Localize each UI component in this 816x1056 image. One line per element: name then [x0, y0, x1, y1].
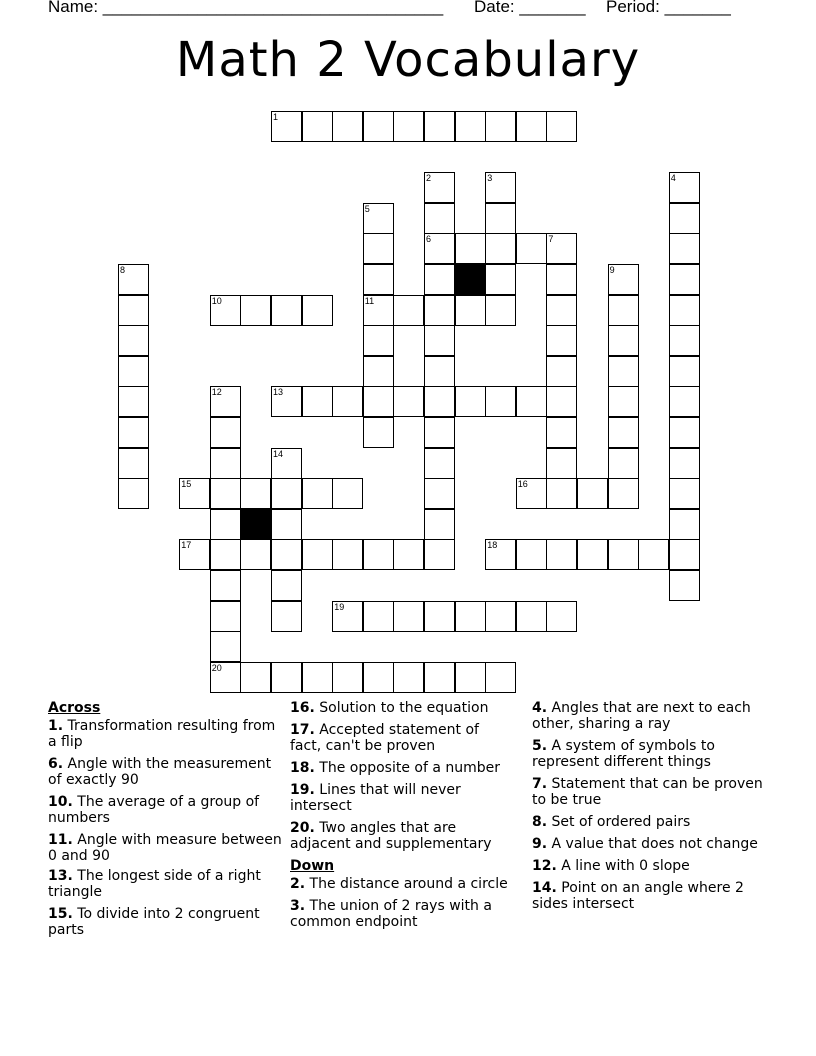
- crossword-cell[interactable]: [271, 448, 302, 479]
- crossword-cell[interactable]: [363, 356, 394, 387]
- clue-number: 4: [670, 173, 676, 184]
- clue-number: 7: [548, 234, 554, 245]
- crossword-cell[interactable]: [485, 539, 516, 570]
- crossword-cell[interactable]: [363, 325, 394, 356]
- clue-number: 12: [211, 387, 222, 398]
- crossword-cell[interactable]: [118, 448, 149, 479]
- crossword-cell[interactable]: [332, 539, 363, 570]
- clue-down-4: 4. Angles that are next to each other, sharing a ray: [532, 700, 751, 732]
- crossword-cell[interactable]: [516, 478, 547, 509]
- crossword-cell[interactable]: [485, 264, 516, 295]
- crossword-cell[interactable]: [455, 386, 486, 417]
- crossword-cell[interactable]: [516, 539, 547, 570]
- clue-number: 9: [609, 265, 615, 275]
- crossword-cell[interactable]: [210, 570, 241, 601]
- clue-number: 19: [334, 601, 345, 612]
- crossword-cell[interactable]: [240, 295, 271, 326]
- crossword-cell[interactable]: [546, 448, 577, 479]
- crossword-cell[interactable]: [577, 478, 608, 509]
- crossword-cell[interactable]: [332, 386, 363, 417]
- crossword-cell[interactable]: [118, 417, 149, 448]
- clue-down-3: 3. The union of 2 rays with a common endpoint: [290, 898, 492, 930]
- crossword-cell[interactable]: [516, 233, 547, 264]
- clue-down-8: 8. Set of ordered pairs: [532, 814, 691, 830]
- crossword-cell[interactable]: [240, 539, 271, 570]
- crossword-cell[interactable]: [332, 601, 363, 632]
- clue-across-17: 17. Accepted statement of fact, can't be proven: [290, 722, 479, 754]
- crossword-cell[interactable]: [424, 509, 455, 540]
- crossword-cell[interactable]: [546, 386, 577, 417]
- crossword-cell[interactable]: [271, 386, 302, 417]
- clue-number: 2: [426, 173, 432, 184]
- crossword-cell[interactable]: [424, 172, 455, 203]
- crossword-cell[interactable]: [608, 417, 639, 448]
- clue-number: 10: [211, 295, 222, 306]
- date-field: Date: _______: [474, 0, 586, 16]
- crossword-cell[interactable]: [608, 356, 639, 387]
- crossword-cell[interactable]: [210, 601, 241, 632]
- crossword-cell[interactable]: [424, 295, 455, 326]
- clue-down-5: 5. A system of symbols to represent different things: [532, 738, 715, 770]
- clue-across-18: 18. The opposite of a number: [290, 760, 501, 776]
- crossword-cell[interactable]: [240, 478, 271, 509]
- crossword-cell[interactable]: [669, 386, 700, 417]
- crossword-cell[interactable]: [455, 233, 486, 264]
- crossword-cell[interactable]: [393, 386, 424, 417]
- crossword-cell[interactable]: [302, 478, 333, 509]
- crossword-cell[interactable]: [424, 386, 455, 417]
- crossword-cell[interactable]: [271, 478, 302, 509]
- blocked-cell: [240, 509, 271, 540]
- crossword-cell[interactable]: [424, 662, 455, 693]
- crossword-cell[interactable]: [393, 601, 424, 632]
- crossword-cell[interactable]: [608, 448, 639, 479]
- crossword-cell[interactable]: [332, 478, 363, 509]
- clue-number: 1: [273, 112, 279, 122]
- crossword-cell[interactable]: [546, 295, 577, 326]
- down-heading: Down: [290, 858, 335, 874]
- clue-across-11: 11. Angle with measure between 0 and 90: [48, 832, 282, 864]
- crossword-cell[interactable]: [669, 448, 700, 479]
- crossword-cell[interactable]: [516, 601, 547, 632]
- crossword-cell[interactable]: [424, 325, 455, 356]
- crossword-cell[interactable]: [210, 448, 241, 479]
- clue-down-7: 7. Statement that can be proven to be true: [532, 776, 763, 808]
- blocked-cell: [455, 264, 486, 295]
- clue-column-1: [48, 700, 283, 944]
- crossword-cell[interactable]: [424, 539, 455, 570]
- clue-number: 6: [426, 234, 432, 245]
- clue-down-2: 2. The distance around a circle: [290, 876, 508, 892]
- crossword-cell[interactable]: [485, 111, 516, 142]
- clue-across-6: 6. Angle with the measurement of exactly 90: [48, 756, 272, 788]
- crossword-cell[interactable]: [210, 539, 241, 570]
- crossword-cell[interactable]: [302, 539, 333, 570]
- crossword-cell[interactable]: [393, 662, 424, 693]
- crossword-cell[interactable]: [271, 601, 302, 632]
- crossword-cell[interactable]: [546, 233, 577, 264]
- clue-across-10: 10. The average of a group of numbers: [48, 794, 260, 826]
- crossword-cell[interactable]: [669, 356, 700, 387]
- crossword-cell[interactable]: [424, 233, 455, 264]
- clue-down-9: 9. A value that does not change: [532, 836, 758, 852]
- clue-down-12: 12. A line with 0 slope: [532, 858, 690, 874]
- crossword-cell[interactable]: [546, 539, 577, 570]
- clue-across-13: 13. The longest side of a right triangle: [48, 868, 261, 900]
- crossword-cell[interactable]: [485, 203, 516, 234]
- crossword-cell[interactable]: [210, 478, 241, 509]
- crossword-cell[interactable]: [240, 662, 271, 693]
- crossword-cell[interactable]: [608, 386, 639, 417]
- crossword-cell[interactable]: [424, 448, 455, 479]
- crossword-cell[interactable]: [669, 478, 700, 509]
- crossword-cell[interactable]: [179, 539, 210, 570]
- crossword-cell[interactable]: [455, 601, 486, 632]
- crossword-cell[interactable]: [210, 662, 241, 693]
- crossword-cell[interactable]: [669, 509, 700, 540]
- clue-number: 13: [273, 387, 284, 398]
- crossword-cell[interactable]: [546, 478, 577, 509]
- crossword-cell[interactable]: [669, 233, 700, 264]
- crossword-cell[interactable]: [638, 539, 669, 570]
- crossword-cell[interactable]: [669, 570, 700, 601]
- clue-number: 20: [211, 662, 222, 673]
- crossword-cell[interactable]: [302, 111, 333, 142]
- crossword-cell[interactable]: [271, 509, 302, 540]
- crossword-cell[interactable]: [363, 386, 394, 417]
- clue-across-19: 19. Lines that will never intersect: [290, 782, 461, 814]
- crossword-cell[interactable]: [546, 111, 577, 142]
- clue-column-2: [290, 700, 510, 936]
- clue-across-15: 15. To divide into 2 congruent parts: [48, 906, 260, 938]
- clue-number: 15: [181, 479, 192, 490]
- crossword-cell[interactable]: [424, 478, 455, 509]
- crossword-cell[interactable]: [546, 417, 577, 448]
- crossword-cell[interactable]: [608, 539, 639, 570]
- crossword-cell[interactable]: [516, 386, 547, 417]
- crossword-cell[interactable]: [608, 295, 639, 326]
- crossword-cell[interactable]: [577, 539, 608, 570]
- crossword-cell[interactable]: [669, 325, 700, 356]
- crossword-cell[interactable]: [363, 264, 394, 295]
- crossword-cell[interactable]: [363, 601, 394, 632]
- crossword-cell[interactable]: [546, 264, 577, 295]
- crossword-cell[interactable]: [485, 172, 516, 203]
- clue-across-20: 20. Two angles that are adjacent and supplementary: [290, 820, 492, 852]
- crossword-cell[interactable]: [210, 417, 241, 448]
- crossword-cell[interactable]: [669, 172, 700, 203]
- crossword-cell[interactable]: [455, 662, 486, 693]
- crossword-cell[interactable]: [608, 478, 639, 509]
- crossword-cell[interactable]: [210, 509, 241, 540]
- crossword-cell[interactable]: [363, 203, 394, 234]
- clue-number: 5: [364, 203, 370, 214]
- crossword-cell[interactable]: [210, 631, 241, 662]
- crossword-cell[interactable]: [271, 295, 302, 326]
- crossword-cell[interactable]: [424, 356, 455, 387]
- crossword-cell[interactable]: [332, 111, 363, 142]
- page-title: Math 2 Vocabulary: [175, 32, 641, 88]
- crossword-cell[interactable]: [424, 203, 455, 234]
- crossword-cell[interactable]: [669, 203, 700, 234]
- clue-number: 8: [120, 265, 126, 275]
- clue-across-16: 16. Solution to the equation: [290, 700, 489, 716]
- crossword-cell[interactable]: [424, 264, 455, 295]
- crossword-cell[interactable]: [485, 601, 516, 632]
- clue-number: 3: [487, 173, 493, 184]
- clue-number: 18: [487, 540, 498, 551]
- crossword-cell[interactable]: [546, 356, 577, 387]
- crossword-cell[interactable]: [424, 601, 455, 632]
- crossword-cell[interactable]: [393, 295, 424, 326]
- crossword-cell[interactable]: [393, 111, 424, 142]
- crossword-cell[interactable]: [271, 539, 302, 570]
- crossword-cell[interactable]: [669, 295, 700, 326]
- crossword-cell[interactable]: [485, 295, 516, 326]
- clue-number: 17: [181, 540, 192, 551]
- crossword-cell[interactable]: [363, 295, 394, 326]
- clue-across-1: 1. Transformation resulting from a flip: [48, 718, 276, 750]
- crossword-cell[interactable]: [302, 386, 333, 417]
- crossword-cell[interactable]: [118, 356, 149, 387]
- crossword-cell[interactable]: [485, 386, 516, 417]
- clue-column-3: [532, 700, 767, 918]
- crossword-cell[interactable]: [669, 539, 700, 570]
- across-heading: Across: [48, 700, 101, 716]
- clue-down-14: 14. Point on an angle where 2 sides intersect: [532, 880, 744, 912]
- crossword-cell[interactable]: [271, 111, 302, 142]
- crossword-cell[interactable]: [118, 325, 149, 356]
- crossword-cell[interactable]: [118, 295, 149, 326]
- crossword-cell[interactable]: [118, 478, 149, 509]
- crossword-cell[interactable]: [424, 111, 455, 142]
- crossword-cell[interactable]: [546, 325, 577, 356]
- crossword-cell[interactable]: [271, 570, 302, 601]
- crossword-cell[interactable]: [118, 264, 149, 295]
- crossword-cell[interactable]: [363, 539, 394, 570]
- crossword-cell[interactable]: [424, 417, 455, 448]
- crossword-cell[interactable]: [179, 478, 210, 509]
- crossword-cell[interactable]: [210, 386, 241, 417]
- crossword-cell[interactable]: [455, 295, 486, 326]
- clue-number: 16: [517, 479, 528, 490]
- crossword-cell[interactable]: [332, 662, 363, 693]
- crossword-cell[interactable]: [363, 111, 394, 142]
- crossword-cell[interactable]: [608, 264, 639, 295]
- crossword-cell[interactable]: [485, 662, 516, 693]
- period-field: Period: _______: [606, 0, 731, 16]
- clue-number: 11: [364, 295, 375, 306]
- crossword-cell[interactable]: [546, 601, 577, 632]
- crossword-cell[interactable]: [118, 386, 149, 417]
- crossword-cell[interactable]: [516, 111, 547, 142]
- clue-number: 14: [273, 448, 284, 459]
- crossword-cell[interactable]: [302, 662, 333, 693]
- crossword-cell[interactable]: [608, 325, 639, 356]
- crossword-cell[interactable]: [363, 662, 394, 693]
- crossword-cell[interactable]: [363, 417, 394, 448]
- crossword-cell[interactable]: [363, 233, 394, 264]
- crossword-cell[interactable]: [393, 539, 424, 570]
- crossword-cell[interactable]: [485, 233, 516, 264]
- crossword-cell[interactable]: [669, 417, 700, 448]
- crossword-cell[interactable]: [455, 111, 486, 142]
- name-field: Name: ____________________________________: [48, 0, 444, 16]
- crossword-cell[interactable]: [669, 264, 700, 295]
- crossword-cell[interactable]: [210, 295, 241, 326]
- crossword-cell[interactable]: [302, 295, 333, 326]
- crossword-cell[interactable]: [271, 662, 302, 693]
